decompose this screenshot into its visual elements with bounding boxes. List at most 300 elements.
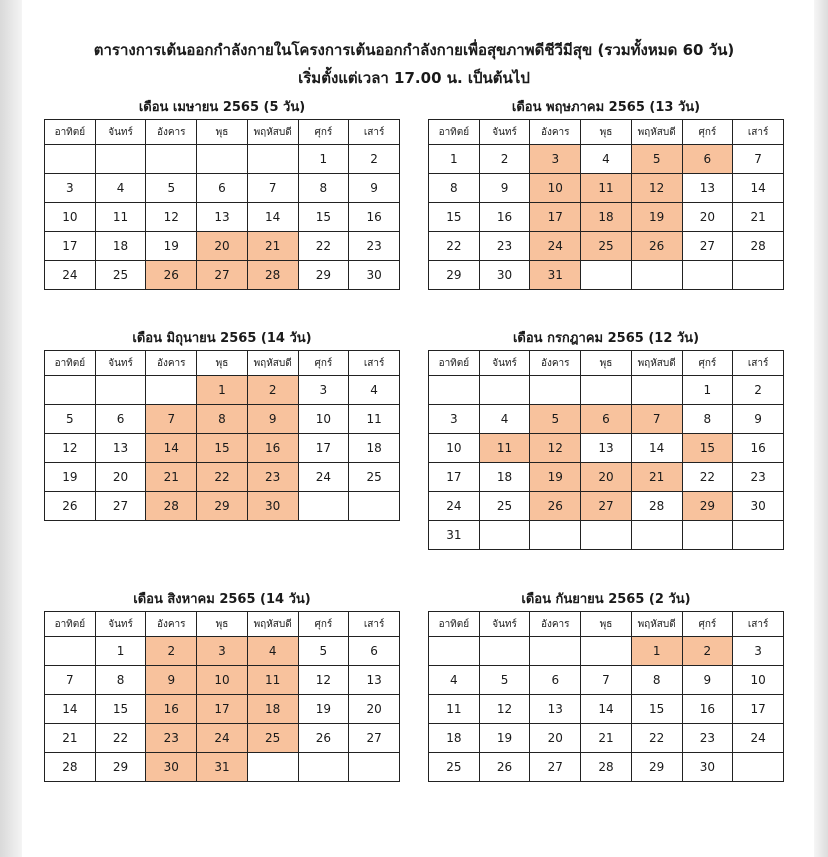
empty-cell	[95, 145, 146, 174]
day-cell: 19	[479, 724, 530, 753]
weekday-header: พุธ	[197, 612, 248, 637]
weekday-header: อาทิตย์	[45, 120, 96, 145]
week-row	[45, 405, 400, 434]
empty-cell	[298, 492, 349, 521]
empty-cell	[479, 376, 530, 405]
day-cell: 29	[95, 753, 146, 782]
day-cell: 27	[95, 492, 146, 521]
day-cell: 15	[631, 695, 682, 724]
empty-cell	[733, 753, 784, 782]
day-cell: 20	[95, 463, 146, 492]
day-cell: 1	[682, 376, 733, 405]
day-cell: 18	[95, 232, 146, 261]
day-cell: 7	[581, 666, 632, 695]
day-cell: 21	[581, 724, 632, 753]
exercise-day-cell: 21	[247, 232, 298, 261]
empty-cell	[146, 145, 197, 174]
exercise-day-cell: 10	[197, 666, 248, 695]
day-cell: 13	[95, 434, 146, 463]
day-cell: 28	[581, 753, 632, 782]
empty-cell	[146, 376, 197, 405]
day-cell: 15	[95, 695, 146, 724]
day-cell: 16	[479, 203, 530, 232]
day-cell: 24	[45, 261, 96, 290]
week-row	[429, 434, 784, 463]
day-cell: 13	[349, 666, 400, 695]
weekday-header: เสาร์	[349, 120, 400, 145]
day-cell: 7	[733, 145, 784, 174]
empty-cell	[429, 637, 480, 666]
day-cell: 29	[298, 261, 349, 290]
week-row	[45, 637, 400, 666]
day-cell: 22	[682, 463, 733, 492]
day-cell: 21	[45, 724, 96, 753]
weekday-header: จันทร์	[479, 612, 530, 637]
calendar-table	[44, 350, 400, 521]
week-row	[45, 753, 400, 782]
empty-cell	[682, 521, 733, 550]
day-cell: 12	[146, 203, 197, 232]
day-cell: 12	[45, 434, 96, 463]
exercise-day-cell: 20	[581, 463, 632, 492]
day-cell: 30	[733, 492, 784, 521]
day-cell: 1	[298, 145, 349, 174]
day-cell: 23	[682, 724, 733, 753]
weekday-header: จันทร์	[95, 612, 146, 637]
exercise-day-cell: 21	[146, 463, 197, 492]
week-row	[45, 695, 400, 724]
day-cell: 2	[479, 145, 530, 174]
day-cell: 14	[247, 203, 298, 232]
day-cell: 11	[349, 405, 400, 434]
day-cell: 4	[429, 666, 480, 695]
day-cell: 30	[479, 261, 530, 290]
weekday-header-row	[45, 612, 400, 637]
day-cell: 5	[479, 666, 530, 695]
day-cell: 3	[429, 405, 480, 434]
exercise-day-cell: 22	[197, 463, 248, 492]
weekday-header: จันทร์	[479, 120, 530, 145]
exercise-day-cell: 8	[197, 405, 248, 434]
weekday-header: อาทิตย์	[45, 612, 96, 637]
day-cell: 27	[349, 724, 400, 753]
exercise-day-cell: 12	[631, 174, 682, 203]
day-cell: 25	[429, 753, 480, 782]
exercise-day-cell: 19	[530, 463, 581, 492]
empty-cell	[581, 261, 632, 290]
day-cell: 5	[298, 637, 349, 666]
exercise-day-cell: 30	[247, 492, 298, 521]
exercise-day-cell: 6	[581, 405, 632, 434]
exercise-day-cell: 28	[146, 492, 197, 521]
empty-cell	[581, 376, 632, 405]
day-cell: 8	[429, 174, 480, 203]
day-cell: 26	[298, 724, 349, 753]
empty-cell	[479, 521, 530, 550]
day-cell: 26	[45, 492, 96, 521]
exercise-day-cell: 2	[247, 376, 298, 405]
day-cell: 17	[733, 695, 784, 724]
document-title: ตารางการเต้นออกกำลังกายในโครงการเต้นออกกำลังกายเพื่อสุขภาพดีชีวีมีสุข (รวมทั้งหมด 60 วัน)	[93, 41, 735, 59]
day-cell: 20	[349, 695, 400, 724]
month-title: เดือน กันยายน 2565 (2 วัน)	[521, 592, 691, 607]
day-cell: 22	[429, 232, 480, 261]
weekday-header: อังคาร	[530, 612, 581, 637]
day-cell: 28	[631, 492, 682, 521]
day-cell: 17	[45, 232, 96, 261]
weekday-header: พฤหัสบดี	[247, 120, 298, 145]
weekday-header-row	[45, 351, 400, 376]
week-row	[429, 405, 784, 434]
exercise-day-cell: 1	[197, 376, 248, 405]
exercise-day-cell: 3	[530, 145, 581, 174]
weekday-header: ศุกร์	[682, 120, 733, 145]
calendar-table	[428, 611, 784, 782]
day-cell: 14	[733, 174, 784, 203]
empty-cell	[429, 376, 480, 405]
exercise-day-cell: 29	[197, 492, 248, 521]
empty-cell	[95, 376, 146, 405]
empty-cell	[247, 145, 298, 174]
day-cell: 20	[682, 203, 733, 232]
weekday-header: พุธ	[581, 612, 632, 637]
day-cell: 15	[298, 203, 349, 232]
exercise-day-cell: 3	[197, 637, 248, 666]
exercise-day-cell: 1	[631, 637, 682, 666]
weekday-header-row	[429, 120, 784, 145]
exercise-day-cell: 12	[530, 434, 581, 463]
empty-cell	[682, 261, 733, 290]
exercise-day-cell: 11	[247, 666, 298, 695]
day-cell: 3	[45, 174, 96, 203]
empty-cell	[631, 261, 682, 290]
empty-cell	[530, 637, 581, 666]
day-cell: 25	[479, 492, 530, 521]
weekday-header: อาทิตย์	[429, 351, 480, 376]
day-cell: 25	[349, 463, 400, 492]
exercise-day-cell: 17	[197, 695, 248, 724]
exercise-day-cell: 19	[631, 203, 682, 232]
day-cell: 6	[197, 174, 248, 203]
week-row	[45, 492, 400, 521]
day-cell: 23	[349, 232, 400, 261]
calendar-table	[428, 119, 784, 290]
day-cell: 21	[733, 203, 784, 232]
weekday-header: จันทร์	[479, 351, 530, 376]
day-cell: 9	[733, 405, 784, 434]
calendar-june	[44, 328, 400, 521]
exercise-day-cell: 11	[479, 434, 530, 463]
page-shadow-right	[814, 0, 828, 857]
exercise-day-cell: 7	[631, 405, 682, 434]
day-cell: 8	[682, 405, 733, 434]
exercise-day-cell: 23	[247, 463, 298, 492]
exercise-day-cell: 31	[530, 261, 581, 290]
empty-cell	[631, 521, 682, 550]
day-cell: 9	[682, 666, 733, 695]
exercise-day-cell: 15	[197, 434, 248, 463]
week-row	[45, 261, 400, 290]
empty-cell	[581, 637, 632, 666]
exercise-day-cell: 5	[631, 145, 682, 174]
day-cell: 10	[45, 203, 96, 232]
weekday-header: พฤหัสบดี	[631, 612, 682, 637]
day-cell: 9	[349, 174, 400, 203]
weekday-header: ศุกร์	[682, 351, 733, 376]
empty-cell	[631, 376, 682, 405]
weekday-header: พุธ	[197, 351, 248, 376]
exercise-day-cell: 27	[197, 261, 248, 290]
calendar-table	[428, 350, 784, 550]
day-cell: 15	[429, 203, 480, 232]
day-cell: 9	[479, 174, 530, 203]
day-cell: 12	[479, 695, 530, 724]
week-row	[429, 666, 784, 695]
week-row	[429, 695, 784, 724]
day-cell: 22	[95, 724, 146, 753]
exercise-day-cell: 10	[530, 174, 581, 203]
day-cell: 14	[631, 434, 682, 463]
exercise-day-cell: 11	[581, 174, 632, 203]
day-cell: 3	[733, 637, 784, 666]
exercise-day-cell: 21	[631, 463, 682, 492]
week-row	[429, 203, 784, 232]
weekday-header: อาทิตย์	[45, 351, 96, 376]
weekday-header: ศุกร์	[298, 351, 349, 376]
week-row	[429, 637, 784, 666]
calendar-table	[44, 611, 400, 782]
day-cell: 13	[581, 434, 632, 463]
day-cell: 20	[530, 724, 581, 753]
weekday-header: อังคาร	[530, 120, 581, 145]
weekday-header: อาทิตย์	[429, 120, 480, 145]
day-cell: 25	[95, 261, 146, 290]
week-row	[45, 145, 400, 174]
weekday-header: จันทร์	[95, 351, 146, 376]
day-cell: 18	[429, 724, 480, 753]
weekday-header: ศุกร์	[298, 120, 349, 145]
day-cell: 27	[530, 753, 581, 782]
day-cell: 4	[349, 376, 400, 405]
day-cell: 27	[682, 232, 733, 261]
day-cell: 17	[298, 434, 349, 463]
week-row	[429, 724, 784, 753]
weekday-header: อังคาร	[146, 120, 197, 145]
day-cell: 2	[349, 145, 400, 174]
day-cell: 4	[95, 174, 146, 203]
day-cell: 22	[298, 232, 349, 261]
weekday-header-row	[45, 120, 400, 145]
empty-cell	[733, 261, 784, 290]
weekday-header-row	[429, 351, 784, 376]
month-title: เดือน เมษายน 2565 (5 วัน)	[138, 100, 306, 115]
day-cell: 13	[530, 695, 581, 724]
day-cell: 17	[429, 463, 480, 492]
exercise-day-cell: 14	[146, 434, 197, 463]
exercise-day-cell: 15	[682, 434, 733, 463]
weekday-header-row	[429, 612, 784, 637]
weekday-header: อาทิตย์	[429, 612, 480, 637]
exercise-day-cell: 28	[247, 261, 298, 290]
day-cell: 18	[479, 463, 530, 492]
exercise-day-cell: 25	[247, 724, 298, 753]
day-cell: 30	[682, 753, 733, 782]
weekday-header: เสาร์	[349, 351, 400, 376]
empty-cell	[530, 521, 581, 550]
exercise-day-cell: 30	[146, 753, 197, 782]
week-row	[429, 376, 784, 405]
day-cell: 6	[95, 405, 146, 434]
week-row	[429, 753, 784, 782]
day-cell: 13	[197, 203, 248, 232]
weekday-header: พุธ	[581, 351, 632, 376]
exercise-day-cell: 24	[197, 724, 248, 753]
weekday-header: อังคาร	[146, 612, 197, 637]
day-cell: 19	[146, 232, 197, 261]
exercise-day-cell: 26	[530, 492, 581, 521]
day-cell: 6	[349, 637, 400, 666]
day-cell: 10	[429, 434, 480, 463]
day-cell: 29	[429, 261, 480, 290]
weekday-header: เสาร์	[733, 612, 784, 637]
empty-cell	[45, 376, 96, 405]
day-cell: 19	[45, 463, 96, 492]
month-title: เดือน มิถุนายน 2565 (14 วัน)	[132, 331, 312, 346]
day-cell: 28	[45, 753, 96, 782]
document-subtitle: เริ่มตั้งแต่เวลา 17.00 น. เป็นต้นไป	[298, 69, 530, 87]
day-cell: 22	[631, 724, 682, 753]
weekday-header: เสาร์	[733, 351, 784, 376]
empty-cell	[581, 521, 632, 550]
day-cell: 13	[682, 174, 733, 203]
week-row	[45, 174, 400, 203]
day-cell: 3	[298, 376, 349, 405]
week-row	[429, 492, 784, 521]
day-cell: 30	[349, 261, 400, 290]
empty-cell	[298, 753, 349, 782]
day-cell: 24	[429, 492, 480, 521]
day-cell: 10	[298, 405, 349, 434]
day-cell: 4	[581, 145, 632, 174]
weekday-header: อังคาร	[146, 351, 197, 376]
calendar-august	[44, 589, 400, 782]
day-cell: 24	[733, 724, 784, 753]
day-cell: 12	[298, 666, 349, 695]
day-cell: 7	[247, 174, 298, 203]
exercise-day-cell: 2	[682, 637, 733, 666]
weekday-header: พฤหัสบดี	[247, 612, 298, 637]
day-cell: 5	[45, 405, 96, 434]
empty-cell	[247, 753, 298, 782]
calendar-july	[428, 328, 784, 550]
day-cell: 14	[45, 695, 96, 724]
week-row	[45, 666, 400, 695]
day-cell: 4	[479, 405, 530, 434]
weekday-header: พฤหัสบดี	[247, 351, 298, 376]
day-cell: 2	[733, 376, 784, 405]
weekday-header: ศุกร์	[298, 612, 349, 637]
exercise-day-cell: 26	[631, 232, 682, 261]
empty-cell	[733, 521, 784, 550]
exercise-day-cell: 25	[581, 232, 632, 261]
exercise-day-cell: 20	[197, 232, 248, 261]
exercise-day-cell: 29	[682, 492, 733, 521]
week-row	[45, 376, 400, 405]
day-cell: 23	[733, 463, 784, 492]
day-cell: 29	[631, 753, 682, 782]
day-cell: 6	[530, 666, 581, 695]
empty-cell	[479, 637, 530, 666]
exercise-day-cell: 18	[581, 203, 632, 232]
weekday-header: พุธ	[197, 120, 248, 145]
calendar-april	[44, 97, 400, 290]
week-row	[45, 232, 400, 261]
day-cell: 8	[298, 174, 349, 203]
weekday-header: จันทร์	[95, 120, 146, 145]
exercise-day-cell: 18	[247, 695, 298, 724]
day-cell: 26	[479, 753, 530, 782]
exercise-day-cell: 6	[682, 145, 733, 174]
week-row	[45, 203, 400, 232]
weekday-header: พฤหัสบดี	[631, 351, 682, 376]
week-row	[45, 724, 400, 753]
day-cell: 16	[733, 434, 784, 463]
exercise-day-cell: 17	[530, 203, 581, 232]
month-title: เดือน กรกฎาคม 2565 (12 วัน)	[512, 331, 700, 346]
empty-cell	[45, 637, 96, 666]
exercise-day-cell: 24	[530, 232, 581, 261]
empty-cell	[530, 376, 581, 405]
day-cell: 10	[733, 666, 784, 695]
exercise-day-cell: 27	[581, 492, 632, 521]
day-cell: 11	[95, 203, 146, 232]
week-row	[429, 145, 784, 174]
day-cell: 5	[146, 174, 197, 203]
weekday-header: เสาร์	[349, 612, 400, 637]
day-cell: 31	[429, 521, 480, 550]
day-cell: 24	[298, 463, 349, 492]
exercise-day-cell: 26	[146, 261, 197, 290]
day-cell: 16	[349, 203, 400, 232]
weekday-header: เสาร์	[733, 120, 784, 145]
exercise-day-cell: 16	[146, 695, 197, 724]
exercise-day-cell: 9	[146, 666, 197, 695]
exercise-day-cell: 9	[247, 405, 298, 434]
day-cell: 16	[682, 695, 733, 724]
week-row	[429, 521, 784, 550]
weekday-header: พฤหัสบดี	[631, 120, 682, 145]
month-title: เดือน สิงหาคม 2565 (14 วัน)	[133, 592, 311, 607]
weekday-header: พุธ	[581, 120, 632, 145]
exercise-day-cell: 4	[247, 637, 298, 666]
calendar-table	[44, 119, 400, 290]
day-cell: 8	[95, 666, 146, 695]
exercise-day-cell: 31	[197, 753, 248, 782]
day-cell: 19	[298, 695, 349, 724]
week-row	[429, 232, 784, 261]
day-cell: 23	[479, 232, 530, 261]
page-shadow-left	[0, 0, 22, 857]
day-cell: 8	[631, 666, 682, 695]
week-row	[45, 434, 400, 463]
month-title: เดือน พฤษภาคม 2565 (13 วัน)	[511, 100, 701, 115]
exercise-day-cell: 2	[146, 637, 197, 666]
exercise-day-cell: 16	[247, 434, 298, 463]
day-cell: 14	[581, 695, 632, 724]
empty-cell	[349, 492, 400, 521]
week-row	[429, 174, 784, 203]
calendar-september	[428, 589, 784, 782]
